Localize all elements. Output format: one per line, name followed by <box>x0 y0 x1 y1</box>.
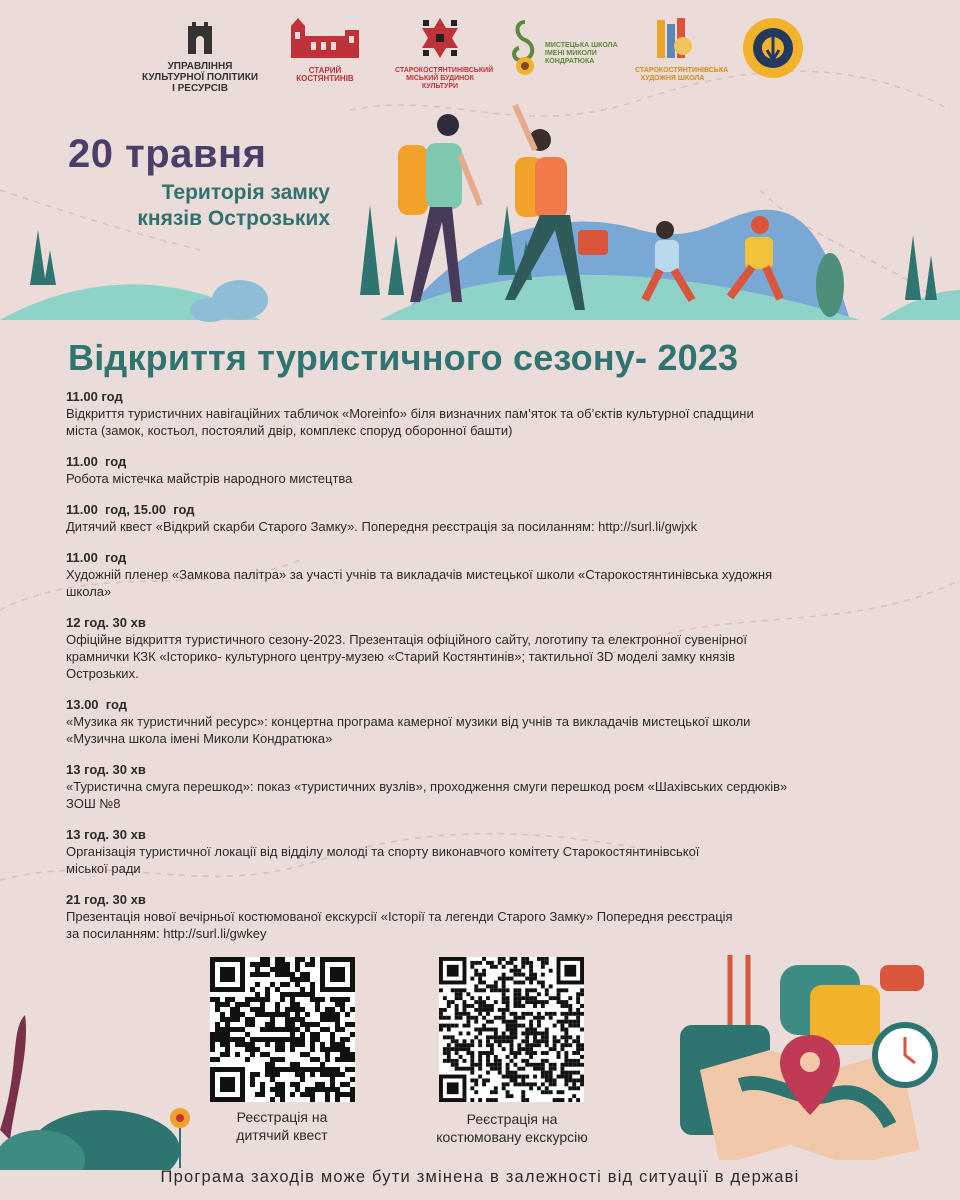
logo-culture-department <box>140 16 260 94</box>
event-schedule <box>66 389 896 957</box>
schedule-item <box>66 454 896 487</box>
qr-finder-pattern <box>447 1082 459 1094</box>
logo-art-school-text: СТАРОКОСТЯНТИНІВСЬКА ХУДОЖНЯ ШКОЛА <box>635 67 729 82</box>
logo-art-school-kondratiuk-text: МИСТЕЦЬКА ШКОЛА ІМЕНІ МИКОЛИ КОНДРАТЮКА <box>545 42 618 65</box>
qr-finder-pattern <box>220 967 235 982</box>
schedule-time: 11.00 год <box>66 454 127 469</box>
qr-finder-pattern <box>564 965 576 977</box>
logo-art-school-kondratiuk <box>505 16 620 78</box>
schedule-item <box>66 697 896 747</box>
logo-art-school <box>635 16 729 83</box>
schedule-description: Організація туристичної локації від відділу молоді та спорту виконавчого комітету Старокостянтинівської міської ради <box>66 844 700 876</box>
partner-logos <box>130 16 830 92</box>
page-title: Відкриття туристичного сезону- 2023 <box>68 337 739 378</box>
logo-youth-sport <box>735 16 810 85</box>
logo-old-kostiantyniv <box>280 16 370 83</box>
schedule-item <box>66 615 896 682</box>
event-location: Територія замку князів Острозьких <box>137 181 330 230</box>
schedule-time: 13 год. 30 хв <box>66 762 146 777</box>
schedule-time: 11.00 год, 15.00 год <box>66 502 195 517</box>
schedule-item <box>66 550 896 600</box>
youth-sport-emblem-icon <box>741 16 805 80</box>
schedule-description: «Туристична смуга перешкод»: показ «туристичних вузлів», проходження смуги перешкод роєм «Шахівських сердюків» ЗОШ №8 <box>66 779 788 811</box>
qr-caption-kids-quest: Реєстрація на дитячий квест <box>236 1109 328 1143</box>
schedule-time: 13 год. 30 хв <box>66 827 146 842</box>
travel-suitcase-map-decoration <box>660 925 960 1160</box>
schedule-description: Презентація нової вечірньої костюмованої екскурсії «Історії та легенди Старого Замку» Попередня реєстрація за посиланням: http://surl.li/gwkey <box>66 909 733 941</box>
schedule-time: 13.00 год <box>66 697 128 712</box>
logo-culture-department-text: УПРАВЛІННЯ КУЛЬТУРНОЇ ПОЛІТИКИ І РЕСУРСІВ <box>141 61 259 94</box>
schedule-item <box>66 502 896 535</box>
schedule-time: 21 год. 30 хв <box>66 892 146 907</box>
schedule-description: Робота містечка майстрів народного мистецтва <box>66 471 353 486</box>
schedule-item <box>66 389 896 439</box>
qr-code-kids-quest[interactable] <box>210 957 355 1102</box>
schedule-description: «Музика як туристичний ресурс»: концертна програма камерної музики від учнів та викладачів мистецької школи «Музична школа імені Миколи Кондратюка» <box>66 714 751 746</box>
schedule-item <box>66 762 896 812</box>
treble-clef-sunflower-icon <box>505 16 545 78</box>
footer-disclaimer: Програма заходів може бути змінена в залежності від ситуації в державі <box>160 1168 800 1186</box>
qr-caption-costume-tour: Реєстрація на костюмовану екскурсію <box>436 1111 588 1145</box>
castle-tower-icon <box>180 16 220 56</box>
qr-finder-pattern <box>220 1077 235 1092</box>
palette-pencil-icon <box>653 16 693 62</box>
schedule-description: Відкриття туристичних навігаційних табличок «Moreinfo» біля визначних пам’яток та об’єктів культурної спадщини міста (замок, костьол, постоялий двір, комплекс споруд оборонної башти) <box>66 406 754 438</box>
schedule-item <box>66 827 896 877</box>
qr-finder-pattern <box>330 967 345 982</box>
logo-house-of-culture-text: СТАРОКОСТЯНТИНІВСЬКИЙ МІСЬКИЙ БУДИНОК КУЛЬТУРИ <box>395 67 494 90</box>
schedule-time: 12 год. 30 хв <box>66 615 146 630</box>
ornament-star-icon <box>415 16 465 62</box>
logo-old-kostiantyniv-text: СТАРИЙ КОСТЯНТИНІВ <box>296 66 354 83</box>
qr-finder-pattern <box>447 965 459 977</box>
logo-house-of-culture <box>395 16 494 91</box>
castle-building-icon <box>285 16 365 62</box>
schedule-description: Дитячий квест «Відкрий скарби Старого Замку». Попередня реєстрація за посиланням: http://surl.li/gwjxk <box>66 519 698 534</box>
schedule-time: 11.00 год <box>66 389 123 404</box>
schedule-time: 11.00 год <box>66 550 127 565</box>
schedule-description: Художній пленер «Замкова палітра» за участі учнів та викладачів мистецької школи «Старокостянтинівська художня школа» <box>66 567 773 599</box>
event-date: 20 травня <box>68 132 267 176</box>
schedule-description: Офіційне відкриття туристичного сезону-2023. Презентація офіційного сайту, логотипу та електронної сувенірної крамнички КЗК «Історико- культурного центру-музею «Старий Костянтинів»; тактильної 3D моделі замку князів Острозьких. <box>66 632 747 681</box>
qr-code-costume-tour[interactable] <box>439 957 584 1102</box>
plants-flowers-decoration <box>0 1010 210 1170</box>
